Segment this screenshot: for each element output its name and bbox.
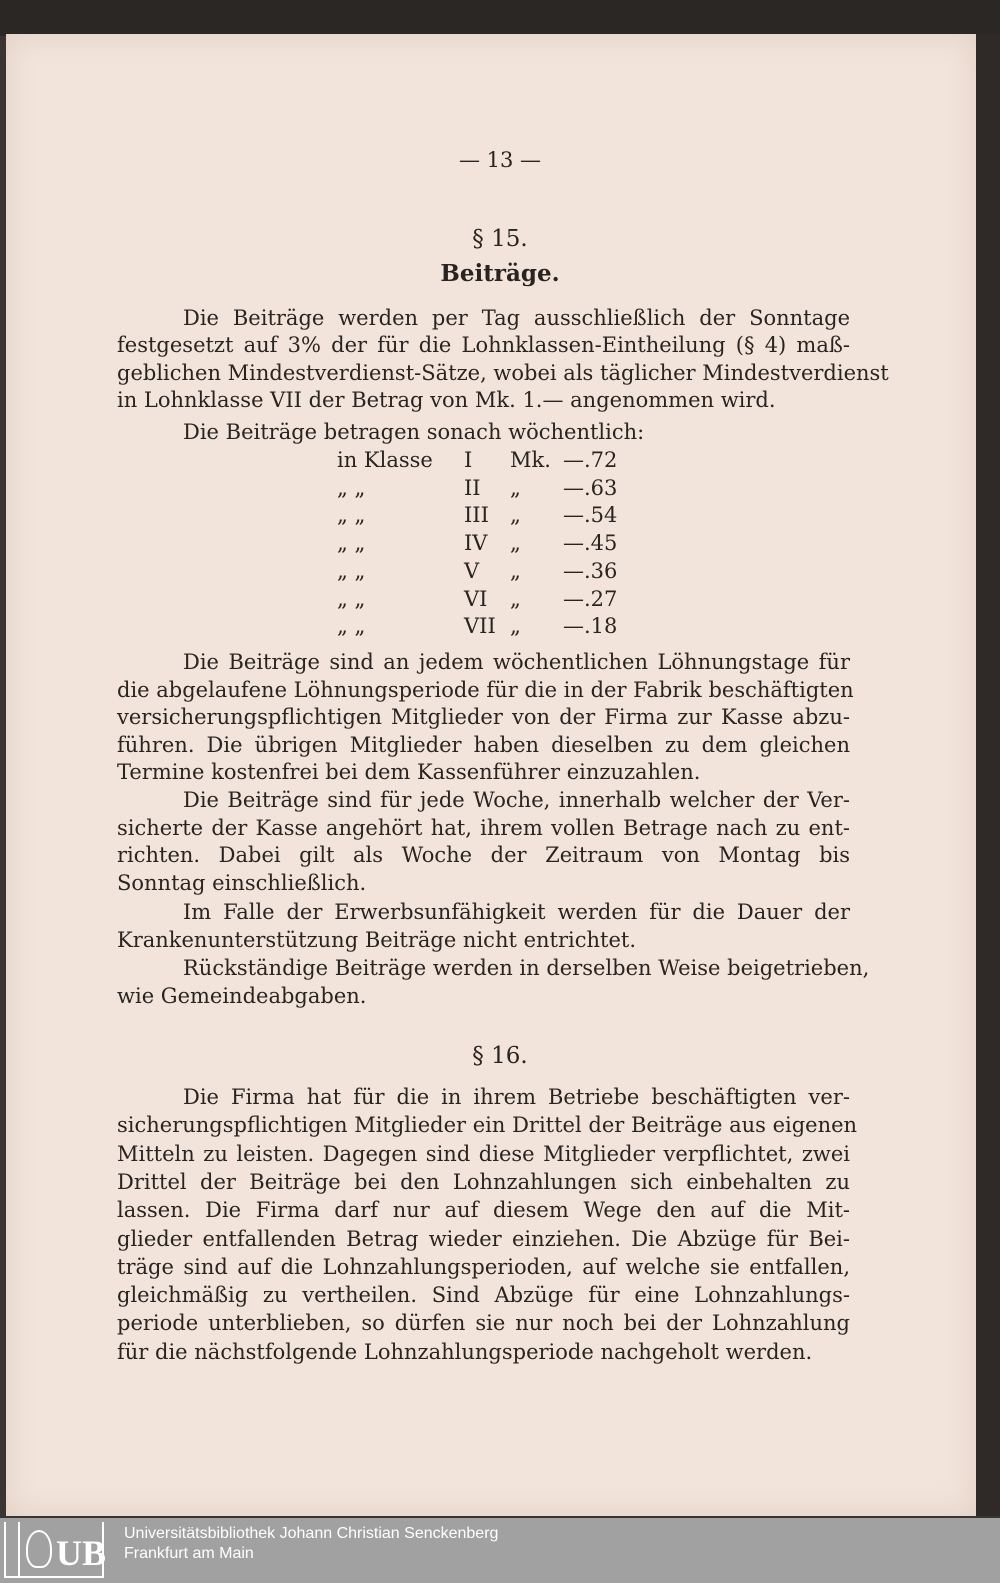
text-line: Die Beiträge sind für jede Woche, innerhalb welcher der Ver- — [183, 788, 850, 812]
table-unit: „ — [510, 531, 521, 556]
text-line: Rückständige Beiträge werden in derselben Weise beigetrieben, — [183, 956, 870, 980]
table-class-numeral: V — [464, 558, 480, 583]
text-line: Termine kostenfrei bei dem Kassenführer einzuzahlen. — [117, 760, 701, 785]
footer-line-2: Frankfurt am Main — [124, 1545, 254, 1562]
table-unit: „ — [510, 503, 521, 528]
text-line: sicherungspflichtigen Mitglieder ein Drittel der Beiträge aus eigenen — [117, 1113, 858, 1138]
table-class-prefix: „ „ — [337, 475, 366, 500]
text-line: richten. Dabei gilt als Woche der Zeitraum von Montag bis — [117, 843, 850, 867]
text-line: festgesetzt auf 3% der für die Lohnklassen-Eintheilung (§ 4) maß- — [117, 333, 850, 358]
section-heading: § 15. — [472, 226, 528, 252]
text-line: wie Gemeindeabgaben. — [117, 983, 367, 1008]
table-unit: Mk. — [510, 448, 551, 472]
table-amount: —.63 — [563, 475, 618, 500]
section-title: Beiträge. — [440, 260, 560, 287]
ub-logo: UB — [4, 1522, 114, 1578]
page-number: — 13 — — [458, 148, 542, 172]
table-class-prefix: „ „ — [337, 503, 366, 528]
text-line: Die Beiträge betragen sonach wöchentlich: — [183, 420, 645, 444]
table-amount: —.45 — [563, 531, 618, 556]
text-line: Mitteln zu leisten. Dagegen sind diese Mitglieder verpflichtet, zwei — [117, 1141, 850, 1166]
text-line: sicherte der Kasse angehört hat, ihrem vollen Betrage nach zu ent- — [117, 815, 850, 840]
table-amount: —.72 — [563, 448, 618, 472]
table-unit: „ — [510, 558, 521, 583]
text-line: Im Falle der Erwerbsunfähigkeit werden für die Dauer der — [183, 900, 850, 924]
table-class-numeral: VI — [464, 586, 488, 611]
text-line: Die Beiträge sind an jedem wöchentlichen Löhnungstage für — [183, 650, 850, 674]
text-line: führen. Die übrigen Mitglieder haben dieselben zu dem gleichen — [117, 732, 850, 757]
scan-border — [0, 0, 1000, 36]
table-amount: —.36 — [563, 558, 618, 583]
text-line: Sonntag einschließlich. — [117, 870, 367, 895]
text-line: Drittel der Beiträge bei den Lohnzahlungen sich einbehalten zu — [117, 1169, 850, 1194]
table-class-prefix: „ „ — [337, 558, 366, 583]
text-line: Krankenunterstützung Beiträge nicht entrichtet. — [117, 927, 636, 952]
table-class-prefix: „ „ — [337, 531, 366, 556]
table-class-prefix: „ „ — [337, 586, 366, 611]
table-class-numeral: I — [464, 448, 473, 472]
table-amount: —.18 — [563, 614, 618, 639]
portrait-icon — [26, 1530, 52, 1568]
table-unit: „ — [510, 614, 521, 639]
text-line: glieder entfallenden Betrag wieder einziehen. Die Abzüge für Bei- — [117, 1226, 850, 1251]
text-line: die abgelaufene Löhnungsperiode für die in der Fabrik beschäftigten — [117, 677, 854, 702]
text-line: gleichmäßig zu vertheilen. Sind Abzüge für eine Lohnzahlungs- — [117, 1283, 850, 1308]
text-line: lassen. Die Firma darf nur auf diesem Wege den auf die Mit- — [117, 1198, 850, 1223]
table-class-numeral: III — [464, 503, 489, 528]
table-class-numeral: IV — [464, 531, 488, 556]
footer-line-1: Universitätsbibliothek Johann Christian Senckenberg — [124, 1525, 499, 1542]
table-class-numeral: II — [464, 475, 481, 500]
table-unit: „ — [510, 475, 521, 500]
text-line: geblichen Mindestverdienst-Sätze, wobei als täglicher Mindestverdienst — [117, 360, 889, 385]
table-class-prefix: „ „ — [337, 614, 366, 639]
section-heading: § 16. — [472, 1043, 528, 1069]
library-footer — [0, 1518, 1000, 1583]
table-amount: —.27 — [563, 586, 618, 611]
table-class-numeral: VII — [464, 614, 496, 639]
text-line: periode unterblieben, so dürfen sie nur noch bei der Lohnzahlung — [117, 1311, 850, 1336]
text-line: in Lohnklasse VII der Betrag von Mk. 1.— angenommen wird. — [117, 387, 776, 412]
text-line: Die Beiträge werden per Tag ausschließlich der Sonntage — [183, 306, 850, 330]
table-unit: „ — [510, 586, 521, 611]
table-class-prefix: in Klasse — [337, 448, 433, 472]
text-line: Die Firma hat für die in ihrem Betriebe beschäftigten ver- — [183, 1085, 850, 1109]
text-line: für die nächstfolgende Lohnzahlungsperiode nachgeholt werden. — [117, 1339, 813, 1364]
table-amount: —.54 — [563, 503, 618, 528]
scan-border — [976, 34, 1000, 1516]
text-line: versicherungspflichtigen Mitglieder von der Firma zur Kasse abzu- — [117, 705, 850, 730]
text-line: träge sind auf die Lohnzahlungsperioden, auf welche sie entfallen, — [117, 1254, 850, 1279]
